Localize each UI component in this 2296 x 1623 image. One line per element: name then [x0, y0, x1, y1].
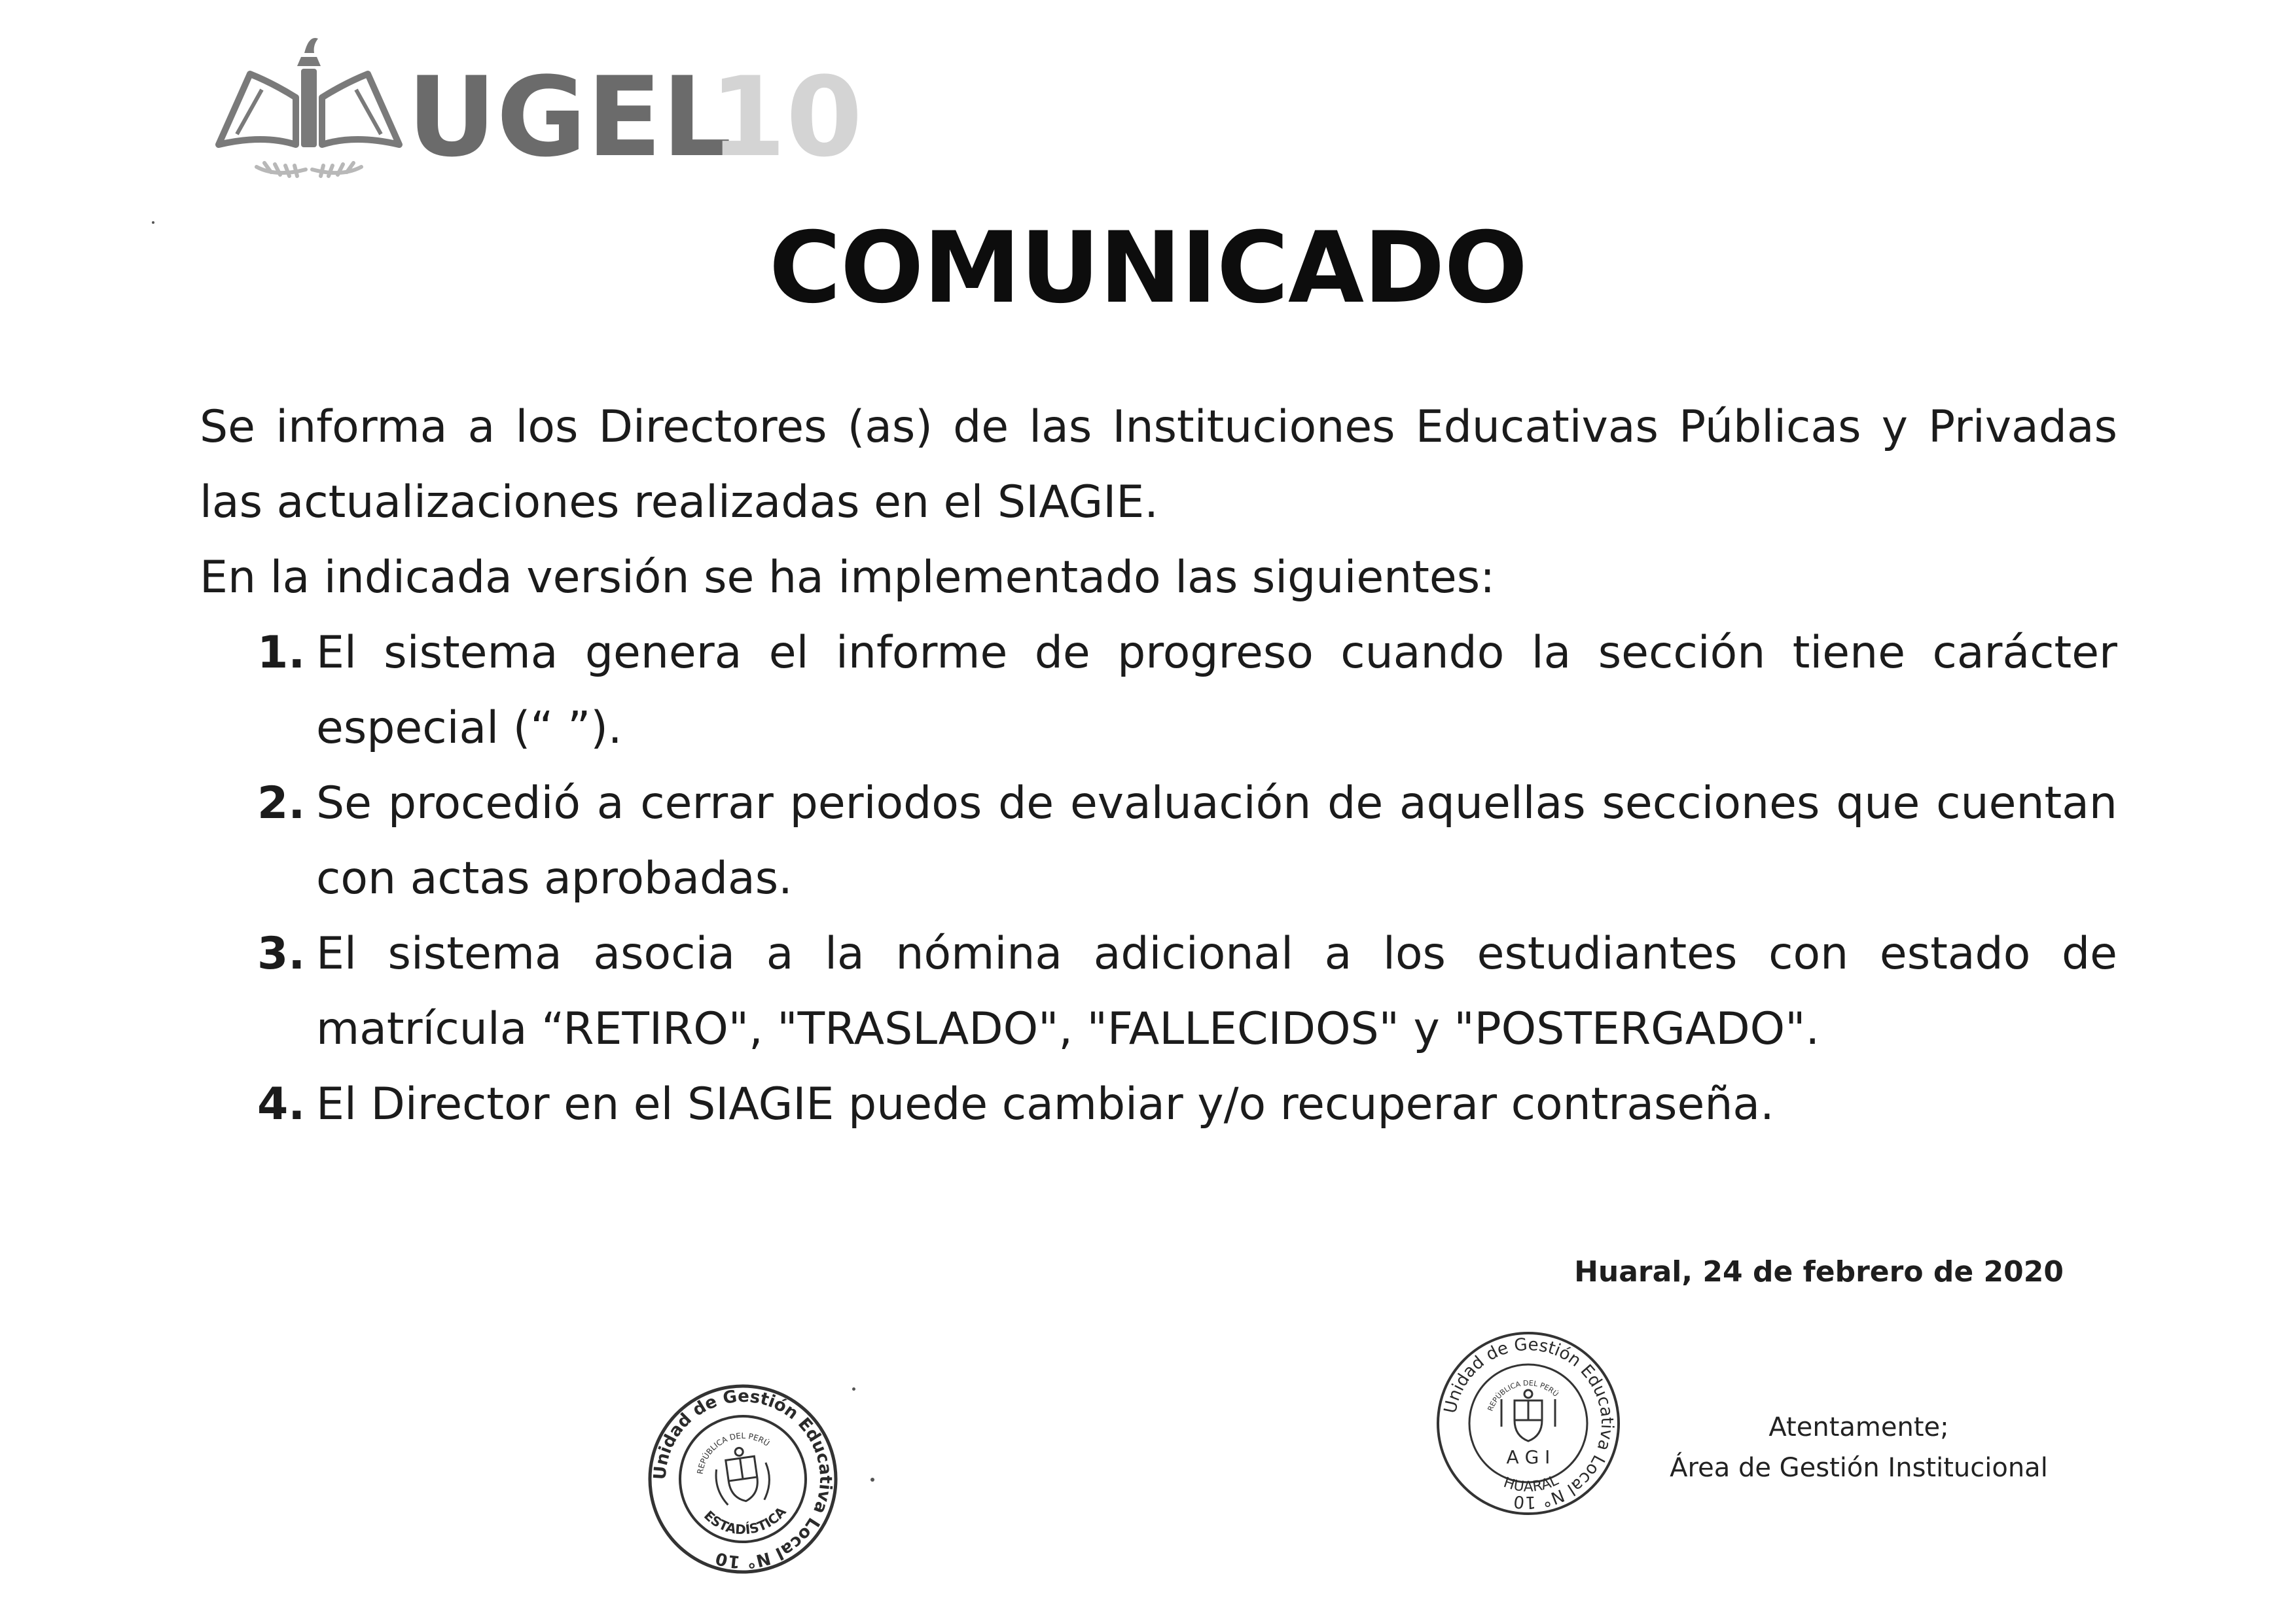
lead-paragraph: En la indicada versión se ha implementado las siguientes:	[200, 552, 1496, 603]
document-date: Huaral, 24 de febrero de 2020	[1574, 1255, 2064, 1289]
stamp-inner-top: REPÚBLICA DEL PERÚ	[1486, 1378, 1560, 1413]
stamp-inner-letters: A G I	[1506, 1446, 1551, 1468]
stamp-agi	[1433, 1329, 1623, 1518]
svg-text:ESTADÍSTICA	[700, 1497, 792, 1543]
ugel-logo	[211, 29, 863, 187]
list-item-number: 1.	[257, 627, 306, 679]
torch-icon	[297, 38, 321, 147]
list-item-number: 2.	[257, 777, 306, 829]
closing-area: Área de Gestión Institucional	[1670, 1453, 2048, 1483]
coat-of-arms-icon	[1501, 1390, 1555, 1441]
document-body	[200, 389, 2117, 1142]
list-item	[200, 916, 2117, 1067]
list-item-text: El Director en el SIAGIE puede cambiar y/o recuperar contraseña.	[316, 1079, 1774, 1130]
stamp-inner-bottom: HUARAL	[1501, 1472, 1562, 1495]
stamp-ring-text: Unidad de Gestión Educativa Local N° 10	[650, 1386, 836, 1572]
list-item	[200, 1067, 2117, 1142]
list-item	[200, 766, 2117, 916]
svg-text:REPÚBLICA DEL PERÚ	[691, 1427, 775, 1476]
stamp-inner-top: REPÚBLICA DEL PERÚ	[695, 1431, 772, 1475]
list-item	[200, 615, 2117, 766]
list-item-text: El sistema genera el informe de progreso cuando la sección tiene carácter especial (“ ”).	[316, 627, 2117, 754]
logo-number: 10	[709, 53, 863, 181]
list-item-text: El sistema asocia a la nómina adicional a los estudiantes con estado de matrícula “RETIRO", "TRASLADO", "FALLECIDOS" y "POSTERGADO".	[316, 928, 2117, 1055]
scan-speck	[152, 221, 154, 224]
stamp-ring-text: Unidad de Gestión Educativa Local N° 10	[1440, 1334, 1617, 1512]
scan-speck	[852, 1387, 855, 1391]
document-title: COMUNICADO	[768, 211, 1528, 325]
closing-greeting: Atentamente;	[1768, 1412, 1949, 1442]
intro-paragraph: Se informa a los Directores (as) de las Instituciones Educativas Públicas y Privadas las actualizaciones realizadas en el SIAGIE.	[200, 401, 2117, 528]
svg-text:REPÚBLICA DEL PERÚ	[1486, 1379, 1560, 1412]
logo-brand: UGEL	[407, 53, 732, 181]
list-item-text: Se procedió a cerrar periodos de evaluación de aquellas secciones que cuentan con actas aprobadas.	[316, 777, 2117, 904]
stamp-inner-bottom: ESTADÍSTICA	[701, 1503, 789, 1538]
list-item-number: 3.	[257, 928, 306, 980]
closing-block	[1649, 1407, 2068, 1488]
laurel-icon	[257, 163, 361, 176]
updates-list	[200, 615, 2117, 1142]
list-item-number: 4.	[257, 1079, 306, 1130]
stamp-estadistica	[632, 1368, 854, 1590]
scan-speck	[870, 1478, 874, 1482]
coat-of-arms-icon	[712, 1444, 772, 1506]
